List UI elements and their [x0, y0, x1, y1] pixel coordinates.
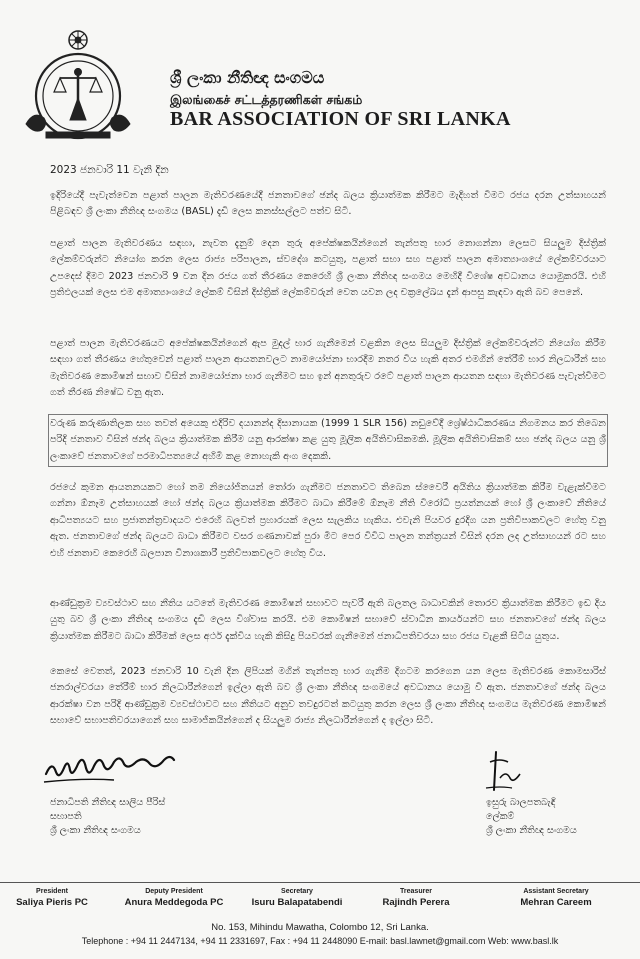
- paragraph-7: කෙසේ වෙතත්, 2023 ජනවාරි 10 වැනි දින ලිපියක් මගින් තැන්පතු භාර ගැනීම දිගටම කරගෙන යන ලෙස මැතිවරණ කොමසාරිස් ජනරාල්වරයා තේරීම් භාර නිලධාරීන්ගෙන් ඉල්ලා ඇති බව ශ්‍රී ලංකා නීතිඥ සංගමයේ අවධානය යොමු වී ඇත. ජනතාවගේ ඡන්ද බලය ආරක්ෂා වන පරිදි ආණ්ඩුක්‍රම ව්‍යවස්ථාවට සහ නීතියට අනුව තවදුරටත් කටයුතු කරන ලෙස ශ්‍රී ලංකා නීතිඥ සංගමය මැතිවරණ කොමිෂන් සභාවේ සභාපතිවරයාගෙන් සහ සාමාජිකයින්ගෙන් ද සියලුම රාජ්‍ය නිලධාරීන්ගෙන් ද ඉල්ලා සිටී.: [50, 666, 606, 727]
- office-bearer-president: [0, 888, 116, 908]
- paragraph-1: ඉදිරියේදී පැවැත්වෙන පළාත් පාලන මැතිවරණයේදී ජනතාවගේ ඡන්ද බලය ක්‍රියාත්මක කිරීමට මැදිහත් වීමට රජය දරන උත්සාහයන් පිළිබඳව ශ්‍රී ලංකා නීතිඥ සංගමය (BASL) දැඩි ලෙස කනස්සල්ලට පත්ව සිටී.: [50, 190, 606, 218]
- paragraph-4: වරුණ කරුණාතිලක සහ තවත් අයෙකු එදිරිව දයානන්ද දිසානායක (1999 1 SLR 156) නඩුවේදී ශ්‍රේෂ්ඨාධිකරණය නිගමනය කර තිබෙන පරිදි ජනතාව විසින් ඡන්ද බලය ක්‍රියාත්මක කිරීම යනු ආරක්ෂා කළ යුතු මූලික අයිතිවාසිකමකි. මූලික අයිතිවාසිකම් සහ ඡන්ද බලය යනු ශ්‍රී ලංකාවේ ජනතාවගේ පරමාධිපත්‍යයේ අහිමි කළ නොහැකි අංග දෙකකි.: [50, 416, 606, 465]
- org-name-english: BAR ASSOCIATION OF SRI LANKA: [170, 108, 511, 130]
- office-title: President: [36, 888, 68, 895]
- office-name: Saliya Pieris PC: [16, 897, 88, 908]
- basl-emblem-logo: [20, 28, 136, 144]
- right-signatory-title: ලේකම්: [486, 811, 515, 822]
- office-name: Isuru Balapatabendi: [251, 897, 343, 908]
- right-signatory: [486, 796, 577, 838]
- office-bearer-treasurer: [352, 888, 480, 908]
- office-name: Mehran Careem: [520, 897, 592, 908]
- office-bearer-secretary: [233, 888, 361, 908]
- office-title: Assistant Secretary: [523, 888, 589, 895]
- office-name: Anura Meddegoda PC: [124, 897, 224, 908]
- office-title: Secretary: [281, 888, 313, 895]
- president-signature: [42, 752, 192, 786]
- right-signatory-org: ශ්‍රී ලංකා නීතිඥ සංගමය: [486, 825, 577, 836]
- letter-date: 2023 ජනවාරි 11 වැනි දින: [50, 164, 169, 176]
- paragraph-3: පළාත් පාලන මැතිවරණයට අපේක්ෂකයින්ගෙන් ඇප මුදල් භාර ගැනීමෙන් වළකින ලෙස සියලුම දිස්ත්‍රික් ලේකම්වරුන්ට නියෝග කිරීම සඳහා ගත් තීරණය හේතුවෙන් පළාත් පාලන ආයතනවලට නාමයෝජනා භාරදීම නතර වීය හැකි අතර එමගින් තේරීම් භාර නිලධාරීන් සහ මැතිවරණ කොමිෂන් සභාව විසින් නාමයෝජනා භාර ගැනීමට සහ ඉන් අනතුරුව රටේ පළාත් පාලන ආයතන සඳහා මැතිවරණ පැවැත්වීමට ගත් තීරණ නිෂේධ වනු ඇත.: [50, 338, 606, 399]
- left-signatory: [50, 796, 165, 838]
- office-name: Rajindh Perera: [382, 897, 450, 908]
- right-signatory-name: ඉසුරු බාලපතබැඳි: [486, 797, 556, 808]
- footer-address: No. 153, Mihindu Mawatha, Colombo 12, Sri Lanka.: [211, 922, 429, 933]
- footer-contact: Telephone : +94 11 2447134, +94 11 2331697, Fax : +94 11 2448090 E-mail: basl.lawnet@gmail.com Web: www.basl.lk: [81, 936, 559, 946]
- left-signatory-org: ශ්‍රී ලංකා නීතිඥ සංගමය: [50, 825, 141, 836]
- paragraph-2: පළාත් පාලන මැතිවරණය සඳහා, නැවත දැනුම් දෙන තුරු අපේක්ෂකයින්ගෙන් තැන්පතු භාර නොගන්නා ලෙසට සියලුම දිස්ත්‍රික් ලේකම්වරුන්ට නියෝග කරන ලෙස රාජ්‍ය පරිපාලන, ස්වදේශ කටයුතු, පළාත් සභා සහ පළාත් පාලන අමාත්‍යාංශයේ ලේකම්වරයාට උපදෙස් දීමට 2023 ජනවාරි 9 වන දින රජය ගත් තීරණය කෙරෙහි ශ්‍රී ලංකා නීතිඥ සංගමය මෙහිදී විශේෂ අවධානය යොමුකරයි. එහි ප්‍රතිඵලයක් ලෙස එම අමාත්‍යාංශයේ ලේකම් විසින් දිස්ත්‍රික් ලේකම්වරුන් වෙත යවන ලද චක්‍රලේඛය දැන් ආපසු කැඳවා ඇති බව පෙනේ.: [50, 238, 606, 299]
- paragraph-5: රජයේ කුමන ආයතනයකට හෝ තම නියෝජිතයන් තෝරා ගැනීමට ජනතාවට තිබෙන ස්වෛරී අයිතිය ක්‍රියාත්මක කිරීම වැළැක්වීමට ගන්නා ඕනෑම උත්සාහයක් හෝ ඡන්ද බලය ක්‍රියාත්මක කිරීමට බාධා කිරීමේ ඕනෑම නීති විරෝධී ප්‍රයත්නයක් හෝ ශ්‍රී ලංකාවේ නීතියේ ආධිපත්‍යයට සහ ප්‍රජාතන්ත්‍රවාදයට එරෙහි බලවත් ප්‍රහාරයක් ලෙස සැලකිය හැකිය. එවැනි පියවර දුරදිග යන ප්‍රතිවිපාකවලට හේතු වනු ඇත. ජනතාවගේ ඡන්ද බලයට බාධා කිරීමට වසර ගණනාවක් පුරා මීට පෙර විවිධ පාලන තන්ත්‍රයන් විසින් දරන ලද උත්සාහයන් රට සහ එහි ජනතාව කෙරෙහි බලපාන විනාශකාරී ප්‍රතිවිපාකවලට හේතු විය.: [50, 482, 606, 559]
- office-title: Treasurer: [400, 888, 432, 895]
- left-signatory-name: ජනාධිපති නීතිඥ සාලිය පීරිස්: [50, 797, 166, 808]
- office-bearer-deputy-president: [110, 888, 238, 908]
- left-signatory-title: සභාපති: [50, 811, 82, 822]
- paragraph-6: ආණ්ඩුක්‍රම ව්‍යවස්ථාව සහ නීතිය යටතේ මැතිවරණ කොමිෂන් සභාවට පැවරී ඇති බලතල බාධාවකින් තොරව ක්‍රියාත්මක කිරීමට ඉඩ දිය යුතු බව ශ්‍රී ලංකා නීතිඥ සංගමය දැඩි ලෙස විශ්වාස කරයි. එම කොමිෂන් සභාවේ ස්වාධීන කාර්යයන්ට සහ ජනතාවගේ ඡන්ද බලය ක්‍රියාත්මක කිරීමට බාධා කිරීමක් ලෙස අර්ථ දැක්විය හැකි කිසිදු පියවරක් ගැනීමෙන් ජනාධිපතිවරයා සහ රජය වැළකී සිටිය යුතුය.: [50, 598, 606, 642]
- footer-divider: [0, 882, 640, 883]
- secretary-signature: [482, 750, 528, 794]
- org-name-sinhala: ශ්‍රී ලංකා නීතිඥ සංගමය: [170, 68, 325, 87]
- office-title: Deputy President: [145, 888, 203, 895]
- org-name-tamil: இலங்கைச் சட்டத்தரணிகள் சங்கம்: [170, 92, 363, 107]
- office-bearer-assistant-secretary: [492, 888, 620, 908]
